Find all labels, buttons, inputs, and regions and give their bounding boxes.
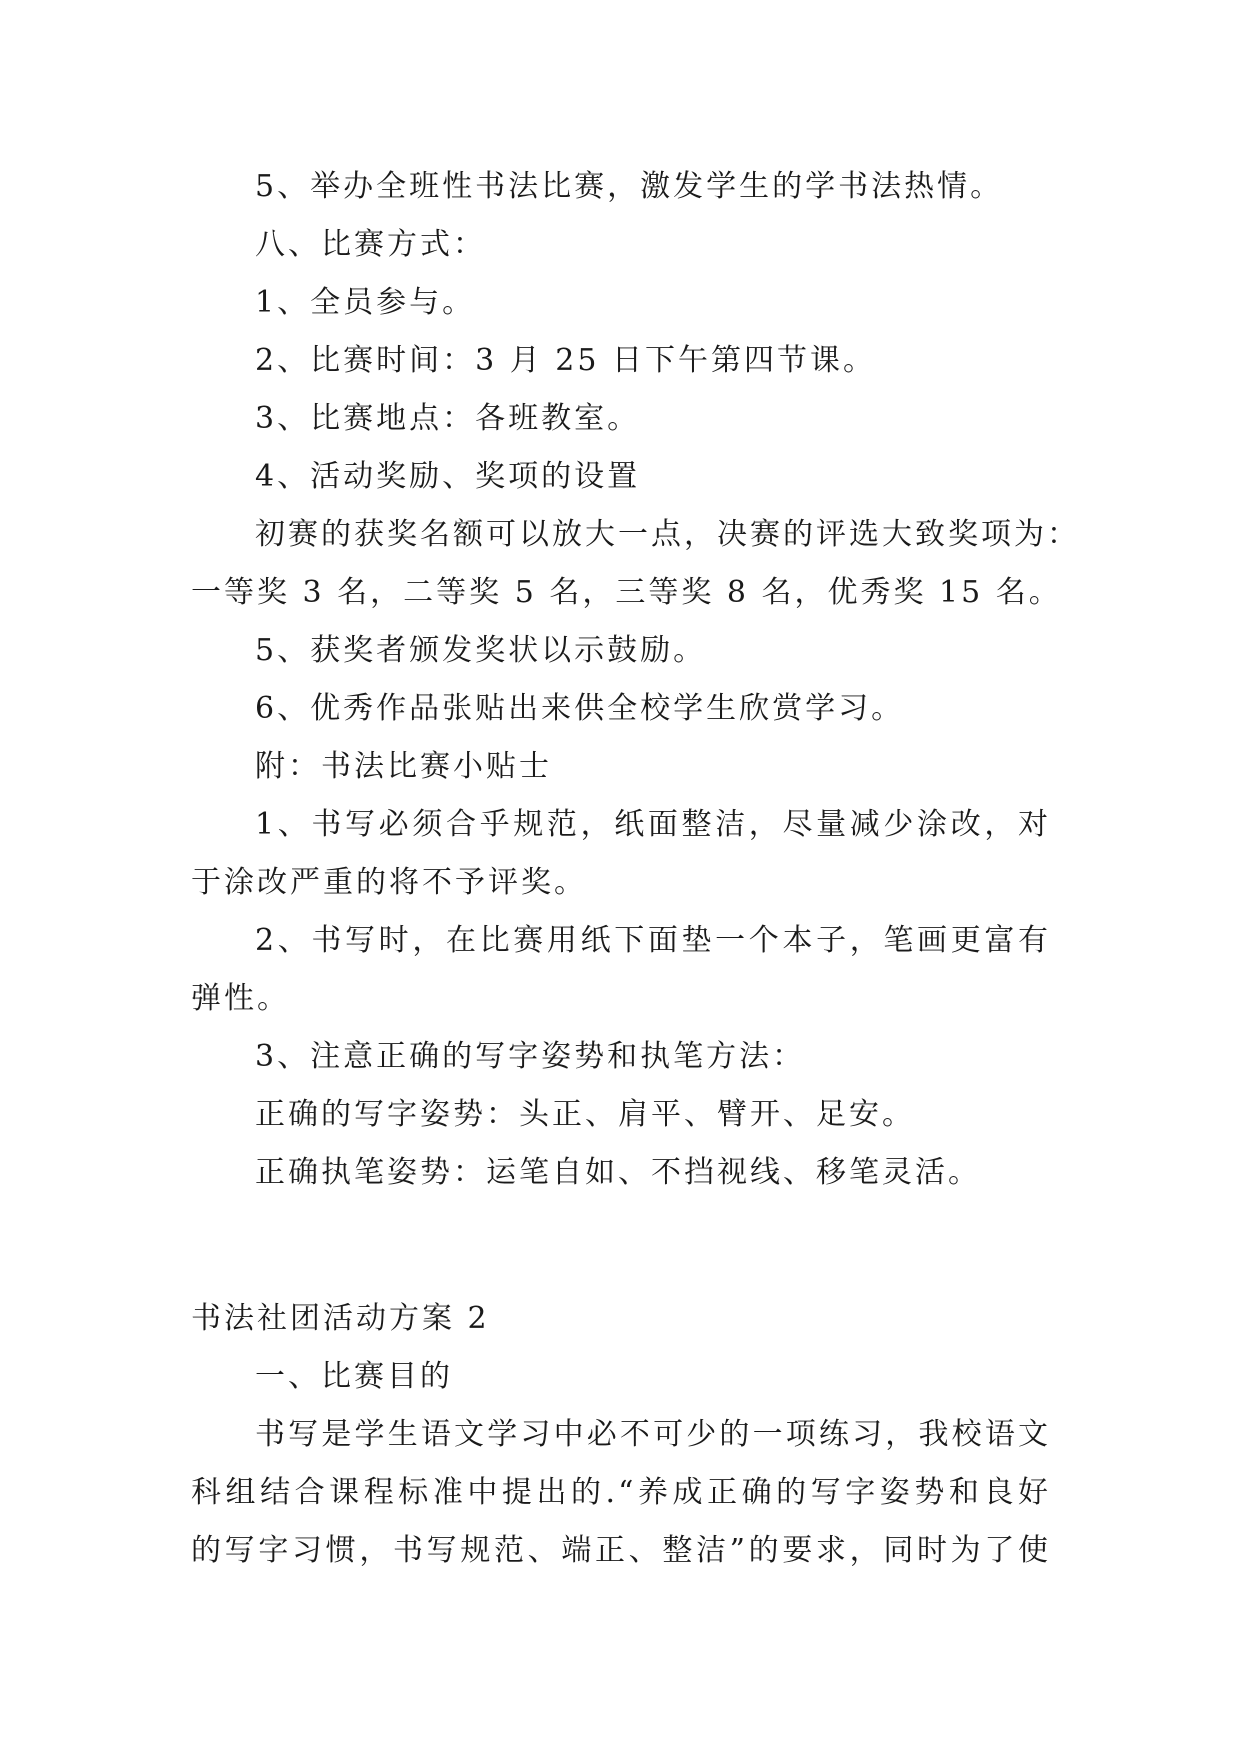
paragraph-line: 科组结合课程标准中提出的.“养成正确的写字姿势和良好	[191, 1475, 1051, 1510]
paragraph-line: 5、举办全班性书法比赛，激发学生的学书法热情。	[255, 169, 1004, 204]
paragraph-line: 书写是学生语文学习中必不可少的一项练习，我校语文	[255, 1417, 1051, 1452]
paragraph-line: 4、活动奖励、奖项的设置	[255, 459, 641, 494]
paragraph-line: 正确执笔姿势：运笔自如、不挡视线、移笔灵活。	[255, 1155, 981, 1190]
section-heading: 八、比赛方式：	[255, 227, 486, 262]
paragraph-line: 1、全员参与。	[255, 285, 476, 320]
paragraph-line: 2、比赛时间：3 月 25 日下午第四节课。	[255, 343, 876, 378]
paragraph-line: 附：书法比赛小贴士	[255, 749, 552, 784]
paragraph-line: 正确的写字姿势：头正、肩平、臂开、足安。	[255, 1097, 915, 1132]
paragraph-line: 一等奖 3 名，二等奖 5 名，三等奖 8 名，优秀奖 15 名。	[191, 575, 1062, 610]
section-heading: 一、比赛目的	[255, 1359, 453, 1394]
paragraph-line: 3、比赛地点：各班教室。	[255, 401, 641, 436]
paragraph-line: 2、书写时，在比赛用纸下面垫一个本子，笔画更富有	[255, 923, 1051, 958]
document-body	[191, 158, 1080, 1580]
paragraph-line: 5、获奖者颁发奖状以示鼓励。	[255, 633, 707, 668]
paragraph-line: 1、书写必须合乎规范，纸面整洁，尽量减少涂改，对	[255, 807, 1051, 842]
paragraph-line: 6、优秀作品张贴出来供全校学生欣赏学习。	[255, 691, 905, 726]
paragraph-line: 于涂改严重的将不予评奖。	[191, 865, 587, 900]
paragraph-line: 3、注意正确的写字姿势和执笔方法：	[255, 1039, 806, 1074]
section-gap	[191, 1202, 1051, 1290]
section-title: 书法社团活动方案 2	[191, 1301, 490, 1336]
paragraph-line: 弹性。	[191, 981, 290, 1016]
paragraph-line: 初赛的获奖名额可以放大一点，决赛的评选大致奖项为：	[255, 517, 1080, 552]
paragraph-line: 的写字习惯，书写规范、端正、整洁”的要求，同时为了使	[191, 1533, 1051, 1568]
